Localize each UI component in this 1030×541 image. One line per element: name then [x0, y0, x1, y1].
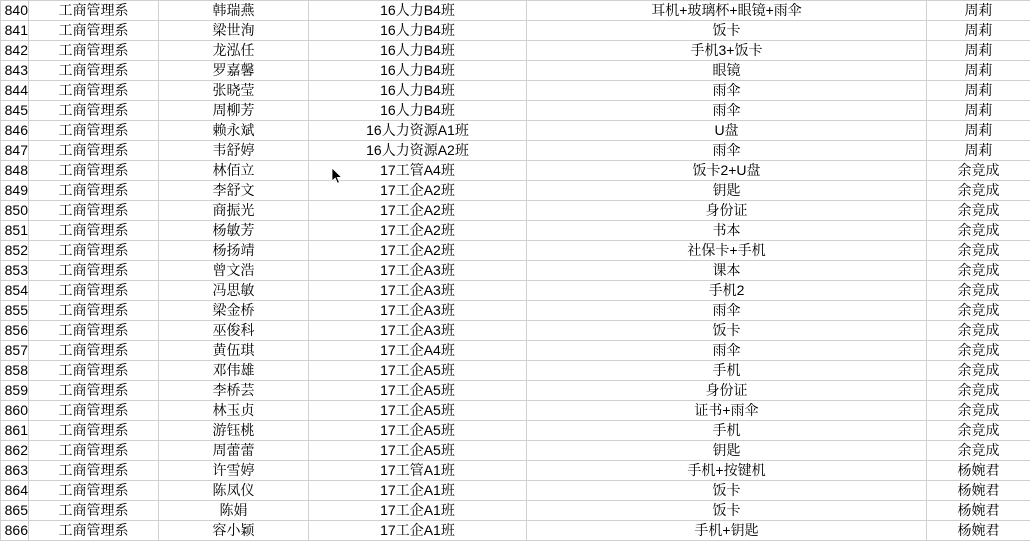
cell-dept[interactable]: 工商管理系 [29, 301, 159, 321]
cell-item[interactable]: 雨伞 [527, 141, 927, 161]
cell-class[interactable]: 17工企A3班 [309, 261, 527, 281]
cell-owner[interactable]: 余竞成 [927, 401, 1030, 421]
cell-owner[interactable]: 余竞成 [927, 321, 1030, 341]
table-row[interactable] [1, 321, 1030, 341]
cell-class[interactable]: 17工企A2班 [309, 241, 527, 261]
cell-item[interactable]: 手机3+饭卡 [527, 41, 927, 61]
table-row[interactable] [1, 1, 1030, 21]
cell-dept[interactable]: 工商管理系 [29, 521, 159, 541]
cell-name[interactable]: 冯思敏 [159, 281, 309, 301]
cell-item[interactable]: 耳机+玻璃杯+眼镜+雨伞 [527, 1, 927, 21]
cell-id[interactable]: 844 [1, 81, 29, 101]
cell-name[interactable]: 巫俊科 [159, 321, 309, 341]
cell-item[interactable]: 书本 [527, 221, 927, 241]
cell-id[interactable]: 866 [1, 521, 29, 541]
cell-item[interactable]: 饭卡 [527, 481, 927, 501]
table-body [1, 1, 1030, 541]
cell-name[interactable]: 许雪婷 [159, 461, 309, 481]
cell-class[interactable]: 17工企A5班 [309, 421, 527, 441]
cell-id[interactable]: 853 [1, 261, 29, 281]
cell-class[interactable]: 17工企A3班 [309, 321, 527, 341]
cell-class[interactable]: 17工管A1班 [309, 461, 527, 481]
cell-id[interactable]: 852 [1, 241, 29, 261]
cell-class[interactable]: 17工企A4班 [309, 341, 527, 361]
cell-dept[interactable]: 工商管理系 [29, 381, 159, 401]
cell-owner[interactable]: 杨婉君 [927, 461, 1030, 481]
cell-item[interactable]: 身份证 [527, 381, 927, 401]
cell-name[interactable]: 陈凤仪 [159, 481, 309, 501]
cell-class[interactable]: 16人力B4班 [309, 61, 527, 81]
cell-dept[interactable]: 工商管理系 [29, 401, 159, 421]
table-row[interactable] [1, 421, 1030, 441]
cell-id[interactable]: 856 [1, 321, 29, 341]
cell-owner[interactable]: 周莉 [927, 61, 1030, 81]
cell-id[interactable]: 858 [1, 361, 29, 381]
cell-name[interactable]: 韩瑞燕 [159, 1, 309, 21]
cell-item[interactable]: 钥匙 [527, 181, 927, 201]
table-row[interactable] [1, 261, 1030, 281]
cell-item[interactable]: 手机2 [527, 281, 927, 301]
cell-item[interactable]: 雨伞 [527, 341, 927, 361]
cell-owner[interactable]: 余竞成 [927, 161, 1030, 181]
cell-owner[interactable]: 周莉 [927, 121, 1030, 141]
cell-name[interactable]: 杨扬靖 [159, 241, 309, 261]
cell-dept[interactable]: 工商管理系 [29, 21, 159, 41]
cell-owner[interactable]: 余竞成 [927, 441, 1030, 461]
cell-dept[interactable]: 工商管理系 [29, 481, 159, 501]
table-row[interactable] [1, 381, 1030, 401]
cell-item[interactable]: 饭卡 [527, 501, 927, 521]
cell-dept[interactable]: 工商管理系 [29, 1, 159, 21]
cell-dept[interactable]: 工商管理系 [29, 41, 159, 61]
cell-item[interactable]: 眼镜 [527, 61, 927, 81]
cell-item[interactable]: 饭卡2+U盘 [527, 161, 927, 181]
cell-owner[interactable]: 余竞成 [927, 341, 1030, 361]
cell-owner[interactable]: 周莉 [927, 101, 1030, 121]
cell-class[interactable]: 17工企A2班 [309, 181, 527, 201]
table-row[interactable] [1, 21, 1030, 41]
table-row[interactable] [1, 101, 1030, 121]
table-row[interactable] [1, 221, 1030, 241]
cell-name[interactable]: 龙泓任 [159, 41, 309, 61]
cell-item[interactable]: 雨伞 [527, 81, 927, 101]
cell-dept[interactable]: 工商管理系 [29, 421, 159, 441]
cell-id[interactable]: 863 [1, 461, 29, 481]
table-row[interactable] [1, 281, 1030, 301]
cell-dept[interactable]: 工商管理系 [29, 501, 159, 521]
cell-item[interactable]: 钥匙 [527, 441, 927, 461]
cell-name[interactable]: 韦舒婷 [159, 141, 309, 161]
cell-owner[interactable]: 余竞成 [927, 181, 1030, 201]
cell-id[interactable]: 847 [1, 141, 29, 161]
cell-owner[interactable]: 周莉 [927, 1, 1030, 21]
cell-owner[interactable]: 杨婉君 [927, 521, 1030, 541]
cell-name[interactable]: 林佰立 [159, 161, 309, 181]
cell-class[interactable]: 17工企A1班 [309, 481, 527, 501]
cell-owner[interactable]: 周莉 [927, 21, 1030, 41]
cell-dept[interactable]: 工商管理系 [29, 341, 159, 361]
cell-class[interactable]: 17工企A5班 [309, 401, 527, 421]
cell-id[interactable]: 841 [1, 21, 29, 41]
cell-owner[interactable]: 周莉 [927, 141, 1030, 161]
cell-name[interactable]: 邓伟雄 [159, 361, 309, 381]
cell-owner[interactable]: 余竞成 [927, 221, 1030, 241]
cell-class[interactable]: 16人力B4班 [309, 41, 527, 61]
table-row[interactable] [1, 481, 1030, 501]
cell-name[interactable]: 罗嘉馨 [159, 61, 309, 81]
cell-name[interactable]: 杨敏芳 [159, 221, 309, 241]
cell-item[interactable]: 手机+钥匙 [527, 521, 927, 541]
cell-id[interactable]: 842 [1, 41, 29, 61]
table-row[interactable] [1, 521, 1030, 541]
table-row[interactable] [1, 441, 1030, 461]
cell-item[interactable]: 饭卡 [527, 321, 927, 341]
cell-id[interactable]: 864 [1, 481, 29, 501]
cell-owner[interactable]: 余竞成 [927, 361, 1030, 381]
cell-class[interactable]: 17工企A2班 [309, 221, 527, 241]
cell-owner[interactable]: 余竞成 [927, 421, 1030, 441]
cell-name[interactable]: 曾文浩 [159, 261, 309, 281]
table-row[interactable] [1, 401, 1030, 421]
cell-class[interactable]: 16人力资源A2班 [309, 141, 527, 161]
cell-id[interactable]: 860 [1, 401, 29, 421]
cell-owner[interactable]: 杨婉君 [927, 481, 1030, 501]
cell-owner[interactable]: 余竞成 [927, 261, 1030, 281]
table-row[interactable] [1, 241, 1030, 261]
cell-class[interactable]: 16人力资源A1班 [309, 121, 527, 141]
cell-class[interactable]: 17工企A3班 [309, 301, 527, 321]
cell-dept[interactable]: 工商管理系 [29, 121, 159, 141]
cell-name[interactable]: 梁金桥 [159, 301, 309, 321]
cell-name[interactable]: 张晓莹 [159, 81, 309, 101]
cell-class[interactable]: 16人力B4班 [309, 81, 527, 101]
cell-owner[interactable]: 余竞成 [927, 241, 1030, 261]
cell-dept[interactable]: 工商管理系 [29, 281, 159, 301]
cell-name[interactable]: 李桥芸 [159, 381, 309, 401]
cell-class[interactable]: 17工企A1班 [309, 501, 527, 521]
cell-id[interactable]: 849 [1, 181, 29, 201]
table-row[interactable] [1, 121, 1030, 141]
cell-item[interactable]: U盘 [527, 121, 927, 141]
table-row[interactable] [1, 141, 1030, 161]
cell-id[interactable]: 861 [1, 421, 29, 441]
table-row[interactable] [1, 81, 1030, 101]
cell-name[interactable]: 商振光 [159, 201, 309, 221]
cell-dept[interactable]: 工商管理系 [29, 101, 159, 121]
cell-class[interactable]: 17工企A1班 [309, 521, 527, 541]
cell-dept[interactable]: 工商管理系 [29, 461, 159, 481]
cell-item[interactable]: 手机+按键机 [527, 461, 927, 481]
cell-dept[interactable]: 工商管理系 [29, 201, 159, 221]
cell-item[interactable]: 雨伞 [527, 301, 927, 321]
cell-dept[interactable]: 工商管理系 [29, 221, 159, 241]
table-row[interactable] [1, 501, 1030, 521]
cell-dept[interactable]: 工商管理系 [29, 361, 159, 381]
cell-item[interactable]: 手机 [527, 421, 927, 441]
cell-name[interactable]: 周蕾蕾 [159, 441, 309, 461]
cell-name[interactable]: 周柳芳 [159, 101, 309, 121]
cell-id[interactable]: 840 [1, 1, 29, 21]
table-row[interactable] [1, 181, 1030, 201]
cell-dept[interactable]: 工商管理系 [29, 81, 159, 101]
cell-item[interactable]: 雨伞 [527, 101, 927, 121]
cell-class[interactable]: 17工企A3班 [309, 281, 527, 301]
cell-owner[interactable]: 余竞成 [927, 381, 1030, 401]
cell-dept[interactable]: 工商管理系 [29, 141, 159, 161]
cell-id[interactable]: 859 [1, 381, 29, 401]
table-row[interactable] [1, 61, 1030, 81]
cell-name[interactable]: 赖永斌 [159, 121, 309, 141]
cell-owner[interactable]: 杨婉君 [927, 501, 1030, 521]
cell-id[interactable]: 854 [1, 281, 29, 301]
cell-owner[interactable]: 余竞成 [927, 201, 1030, 221]
cell-name[interactable]: 黄伍琪 [159, 341, 309, 361]
table-row[interactable] [1, 361, 1030, 381]
table-row[interactable] [1, 461, 1030, 481]
table-row[interactable] [1, 41, 1030, 61]
cell-item[interactable]: 手机 [527, 361, 927, 381]
cell-owner[interactable]: 周莉 [927, 81, 1030, 101]
cell-dept[interactable]: 工商管理系 [29, 241, 159, 261]
cell-item[interactable]: 社保卡+手机 [527, 241, 927, 261]
cell-name[interactable]: 容小颖 [159, 521, 309, 541]
cell-id[interactable]: 848 [1, 161, 29, 181]
cell-dept[interactable]: 工商管理系 [29, 261, 159, 281]
table-row[interactable] [1, 301, 1030, 321]
cell-id[interactable]: 862 [1, 441, 29, 461]
cell-name[interactable]: 林玉贞 [159, 401, 309, 421]
cell-dept[interactable]: 工商管理系 [29, 181, 159, 201]
cell-id[interactable]: 865 [1, 501, 29, 521]
cell-id[interactable]: 850 [1, 201, 29, 221]
cell-item[interactable]: 饭卡 [527, 21, 927, 41]
cell-name[interactable]: 陈娟 [159, 501, 309, 521]
cell-dept[interactable]: 工商管理系 [29, 441, 159, 461]
cell-id[interactable]: 843 [1, 61, 29, 81]
cell-id[interactable]: 851 [1, 221, 29, 241]
cell-class[interactable]: 17工企A5班 [309, 441, 527, 461]
cell-class[interactable]: 17工企A2班 [309, 201, 527, 221]
cell-class[interactable]: 17工管A4班 [309, 161, 527, 181]
cell-class[interactable]: 17工企A5班 [309, 361, 527, 381]
cell-dept[interactable]: 工商管理系 [29, 321, 159, 341]
cell-owner[interactable]: 余竞成 [927, 301, 1030, 321]
table-row[interactable] [1, 341, 1030, 361]
cell-id[interactable]: 845 [1, 101, 29, 121]
cell-item[interactable]: 身份证 [527, 201, 927, 221]
cell-dept[interactable]: 工商管理系 [29, 161, 159, 181]
cell-item[interactable]: 证书+雨伞 [527, 401, 927, 421]
cell-class[interactable]: 16人力B4班 [309, 101, 527, 121]
cell-class[interactable]: 16人力B4班 [309, 1, 527, 21]
cell-name[interactable]: 李舒文 [159, 181, 309, 201]
cell-name[interactable]: 游钰桃 [159, 421, 309, 441]
cell-owner[interactable]: 余竞成 [927, 281, 1030, 301]
cell-class[interactable]: 16人力B4班 [309, 21, 527, 41]
cell-item[interactable]: 课本 [527, 261, 927, 281]
cell-id[interactable]: 846 [1, 121, 29, 141]
cell-owner[interactable]: 周莉 [927, 41, 1030, 61]
cell-dept[interactable]: 工商管理系 [29, 61, 159, 81]
cell-class[interactable]: 17工企A5班 [309, 381, 527, 401]
cell-id[interactable]: 857 [1, 341, 29, 361]
table-row[interactable] [1, 201, 1030, 221]
cell-id[interactable]: 855 [1, 301, 29, 321]
table-row[interactable] [1, 161, 1030, 181]
cell-name[interactable]: 梁世洵 [159, 21, 309, 41]
